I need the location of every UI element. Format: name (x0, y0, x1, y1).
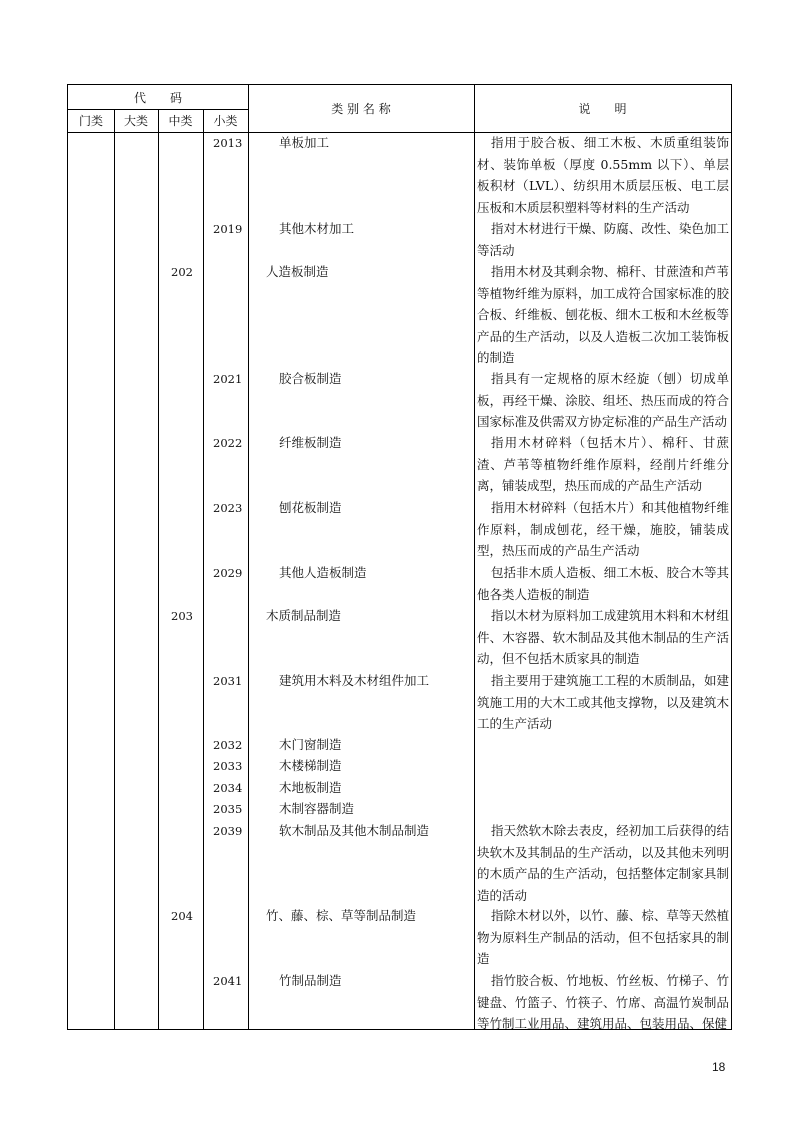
col-divider-men (114, 109, 115, 1029)
page-number: 18 (712, 1060, 726, 1074)
row-xiao-code: 2033 (213, 759, 243, 773)
header-description: 说 明 (578, 102, 627, 116)
header-zhong: 中类 (168, 114, 193, 128)
row-category-name: 刨花板制造 (279, 500, 342, 515)
row-description: 指用木材碎料（包括木片）和其他植物纤维作原料，制成刨花，经干燥，施胶，铺装成型，热压而成的产品生产活动 (477, 500, 729, 559)
row-description: 指以木材为原料加工成建筑用木料和木材组件、木容器、软木制品及其他木制品的生产活动，但不包括木质家具的制造 (477, 608, 729, 667)
row-category-name: 木楼梯制造 (279, 758, 342, 773)
row-category-name: 单板加工 (279, 135, 330, 150)
row-xiao-code: 2019 (213, 222, 243, 236)
row-description: 指主要用于建筑施工工程的木质制品，如建筑施工用的大木工或其他支撑物，以及建筑木工的生产活动 (477, 673, 729, 732)
row-description: 指竹胶合板、竹地板、竹丝板、竹梯子、竹键盘、竹篮子、竹筷子、竹席、高温竹炭制品等竹制工业用品、建筑用品、包装用品、保健 (477, 973, 729, 1032)
row-xiao-code: 2013 (213, 136, 243, 150)
col-divider-da (158, 109, 159, 1029)
row-category-name: 胶合板制造 (279, 371, 342, 386)
row-category-name: 纤维板制造 (279, 435, 342, 450)
row-category-name: 人造板制造 (266, 264, 329, 279)
row-description: 指对木材进行干燥、防腐、改性、染色加工等活动 (477, 221, 729, 258)
row-category-name: 其他木材加工 (279, 221, 355, 236)
row-xiao-code: 2023 (213, 501, 243, 515)
row-xiao-code: 2041 (213, 974, 243, 988)
row-category-name: 木地板制造 (279, 780, 342, 795)
row-category-name: 木质制品制造 (266, 608, 342, 623)
row-description: 指天然软木除去表皮，经初加工后获得的结块软木及其制品的生产活动，以及其他未列明的木质产品的生产活动，包括整体定制家具制造的活动 (477, 823, 729, 903)
header-da: 大类 (123, 114, 148, 128)
header-subdivider (68, 109, 248, 110)
row-description: 包括非木质人造板、细工木板、胶合木等其他各类人造板的制造 (477, 565, 729, 602)
row-xiao-code: 2035 (213, 802, 243, 816)
row-xiao-code: 2029 (213, 566, 243, 580)
row-description: 指用木材及其剩余物、棉秆、甘蔗渣和芦苇等植物纤维为原料，加工成符合国家标准的胶合板、纤维板、刨花板、细木工板和木丝板等产品的生产活动，以及人造板二次加工装饰板的制造 (477, 264, 729, 366)
row-xiao-code: 2031 (213, 674, 243, 688)
row-category-name: 木制容器制造 (279, 801, 355, 816)
row-zhong-code: 203 (171, 609, 193, 623)
row-category-name: 木门窗制造 (279, 737, 342, 752)
col-divider-zhong (203, 109, 204, 1029)
row-xiao-code: 2021 (213, 372, 243, 386)
row-zhong-code: 202 (171, 265, 193, 279)
header-code-group: 代 码 (133, 91, 182, 105)
row-xiao-code: 2034 (213, 781, 243, 795)
row-description: 指用木材碎料（包括木片）、棉秆、甘蔗渣、芦苇等植物纤维作原料，经削片纤维分离，铺装成型，热压而成的产品生产活动 (477, 435, 729, 494)
row-description: 指用于胶合板、细工木板、木质重组装饰材、装饰单板（厚度 0.55mm 以下）、单层板积材（LVL）、纺织用木质层压板、电工层压板和木质层积塑料等材料的生产活动 (477, 135, 729, 215)
header-men: 门类 (78, 114, 103, 128)
row-xiao-code: 2022 (213, 436, 243, 450)
header-xiao: 小类 (213, 114, 238, 128)
row-category-name: 竹制品制造 (279, 973, 342, 988)
row-zhong-code: 204 (171, 909, 193, 923)
col-divider-name (474, 85, 475, 1029)
classification-table (67, 84, 732, 1030)
row-xiao-code: 2032 (213, 738, 243, 752)
row-category-name: 其他人造板制造 (279, 565, 367, 580)
row-category-name: 建筑用木料及木材组件加工 (279, 673, 430, 688)
row-category-name: 软木制品及其他木制品制造 (279, 823, 430, 838)
col-divider-xiao (248, 85, 249, 1029)
row-description: 指具有一定规格的原木经旋（刨）切成单板，再经干燥、涂胶、组坯、热压而成的符合国家标准及供需双方协定标准的产品生产活动 (477, 371, 729, 430)
row-category-name: 竹、藤、棕、草等制品制造 (266, 908, 417, 923)
row-description: 指除木材以外，以竹、藤、棕、草等天然植物为原料生产制品的活动，但不包括家具的制造 (477, 908, 729, 967)
header-category-name: 类 别 名 称 (331, 102, 391, 116)
row-xiao-code: 2039 (213, 824, 243, 838)
